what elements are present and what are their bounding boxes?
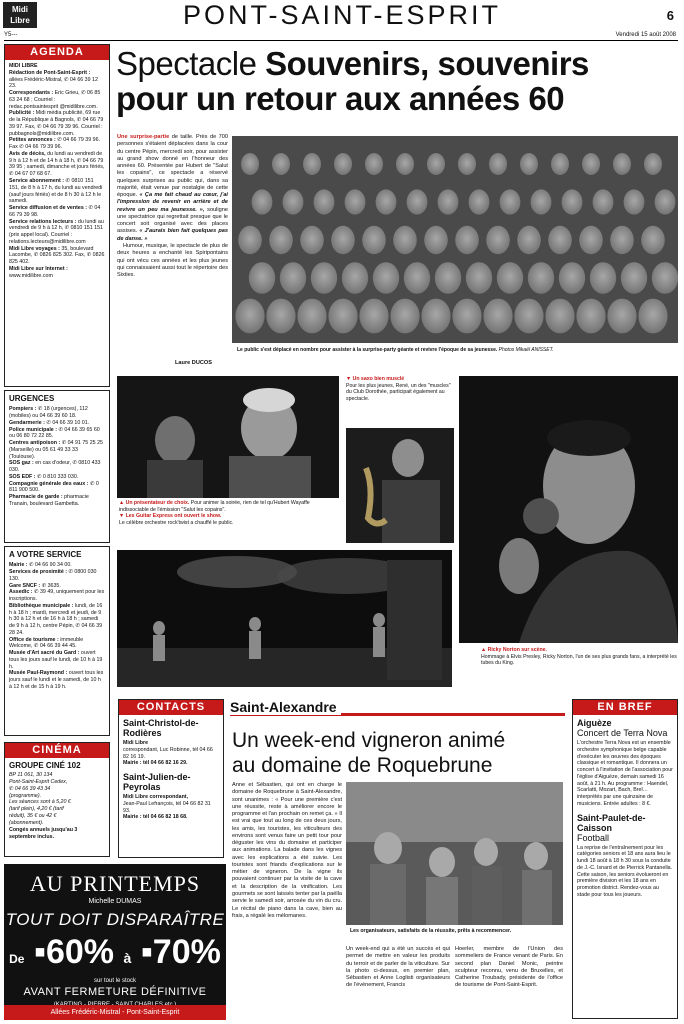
en-bref-text: L'orchestre Terra Nova est un ensemble orchestre symphonique belge capable d'exécuter les œuvres des époques classique et romantique. Il donnera un concert à l'invitation de l'association pour l'église d'Aiguèze, demain samedi 16 août, à 21 h. Au programme : Haendel, Scarlatti, Mozart, Bach, Brel… interprétés par une quinzaine de musiciens. Entrée adultes : 8 €. bbox=[577, 740, 673, 807]
contact-line: Midi Libre correspondant, bbox=[123, 794, 189, 801]
en-bref-item bbox=[577, 718, 673, 808]
service-entry: Mairie : ✆ 04 66 90 34 00. bbox=[9, 562, 72, 569]
en-bref-box bbox=[572, 699, 678, 1019]
en-bref-item bbox=[577, 813, 673, 899]
urgences-entry: Police municipale : ✆ 04 66 39 65 60 ou 06 80 72 22 85. bbox=[9, 426, 100, 440]
contacts-body bbox=[119, 715, 223, 829]
en-bref-town: Saint-Paulet-de-Caisson bbox=[577, 812, 646, 833]
alexandre-section-bar bbox=[230, 699, 565, 716]
urgences-box bbox=[4, 390, 110, 543]
ricky-caption: ▲ Ricky Norton sur scène. Hommage à Elvis Presley, Ricky Norton, l'un de ses plus grands fans, a interprété les tubes du King. bbox=[481, 647, 677, 666]
contacts-title: CONTACTS bbox=[119, 700, 223, 715]
ad-discount: De ▪60% à ▪70% bbox=[9, 932, 221, 971]
service-entry: Bibliothèque municipale : lundi, de 16 h à 18 h ; mardi, mercredi et jeudi, de 9 h 30 à 12 h et de 16 h à 18 h ; samedi de 9 h à 12 h, centre Pépin, ✆ 04 66 39 28 24. bbox=[9, 602, 103, 636]
urgences-entry: Pharmacie de garde : pharmacie Tranain, boulevard Gambetta. bbox=[9, 494, 89, 507]
contact-block bbox=[123, 718, 219, 767]
cinema-name: GROUPE CINÉ 102 bbox=[9, 761, 81, 770]
ad-headline: TOUT DOIT DISPARAÎTRE bbox=[5, 910, 225, 930]
contact-mairie: Mairie : tél 04 66 82 16 29. bbox=[123, 760, 188, 767]
service-entry: Services de proximité : ✆ 0800 030 130. bbox=[9, 569, 97, 582]
service-entry: Assedic : ✆ 39 49, uniquement pour les inscriptions. bbox=[9, 589, 105, 603]
cinema-line: réduit), 35 € ou 42 € bbox=[9, 812, 57, 819]
contact-block bbox=[123, 772, 219, 821]
presenter-caption: ▲ Un présentateur de choix. Pour animer la soirée, rien de tel qu'Hubert Wayaffe indissociable de l'émission "Salut les copains". ▼ Les Guitar Express ont ouvert le show. Le célèbre orchestre rock'twist a chauffé le public. bbox=[119, 500, 310, 526]
agenda-box bbox=[4, 44, 110, 387]
cinema-line: BP 11 061, 30 134 bbox=[9, 772, 53, 779]
urgences-entry: Gendarmerie : ✆ 04 66 39 10 01. bbox=[9, 419, 90, 426]
urgences-entry: SOS EDF : ✆ 0 810 333 030. bbox=[9, 473, 79, 480]
main-author: Laure DUCOS bbox=[175, 360, 212, 366]
en-bref-town: Aiguèze bbox=[577, 718, 612, 728]
service-entry: Office de tourisme : immeuble Welcome, ✆ 04 66 39 44 45. bbox=[9, 636, 84, 650]
ad-store-name: AU PRINTEMPS bbox=[29, 871, 201, 896]
stage-photo bbox=[117, 550, 452, 687]
header-rule bbox=[4, 40, 678, 41]
alexandre-col1: Anne et Sébastien, qui ont en charge le domaine de Roquebrune à Saint-Alexandre, sont unanimes : « Pour une première c'est une réussite, reste à améliorer encore le programme et l'an prochain on remet ça. » Il est vrai que tout au long de ces deux jours, les amis, les touristes, les viticulteurs des environs sont venus faire un petit tour pour déguster les vins du domaine et participer aux animations. La balade dans les vignes avec les explications a été suivie. Les touristes sont friands d'explications sur le métier de vigneron. De la vigne ils pouvaient continuer par la visite de la cave et la description de la vinification. Les gourmets se sont laissés tenter par la paëlla servie le samedi soir, arrosée du vin du cru. Le récital de piano dans la cave, bien au frais, a régalé les mélomanes. bbox=[232, 782, 342, 919]
agenda-entry: Correspondants : Eric Grieu, ✆ 06 85 63 24 68 ; Courriel : redac.pontsaintesprit @midilibre.com. bbox=[9, 90, 101, 110]
page-slug: Y5--- bbox=[4, 32, 18, 38]
ad-closing: AVANT FERMETURE DÉFINITIVE bbox=[23, 986, 207, 998]
service-entry: Musée Paul-Raymond : ouvert tous les jours sauf le lundi et le samedi, de 10 h à 12 h et de 15 h à 19 h. bbox=[9, 670, 104, 691]
service-box bbox=[4, 546, 110, 736]
cinema-line: (abonnement). bbox=[9, 819, 44, 826]
cinema-line: (tarif plein), 4,20 € (tarif bbox=[9, 806, 64, 813]
agenda-entry: Service relations lecteurs : du lundi au vendredi de 9 h à 12 h, ✆ 0810 151 151 (prix appel local). Courriel : relations.lecteurs@midilibre.com bbox=[9, 218, 104, 245]
ad-address: Allées Frédéric-Mistral - Pont-Saint-Esprit bbox=[4, 1005, 226, 1020]
alexandre-col3: Hoerler, membre de l'Union des sommeliers de France venant de Paris. En second plan Daniel Monic, peintre sculpteur reconnu, venu de Bruxelles, et Catherine Troubady, présidente de l'office de tourisme de Pont-Saint-Esprit. bbox=[455, 946, 563, 989]
cinema-box bbox=[4, 742, 110, 857]
urgences-body bbox=[9, 406, 105, 507]
contact-line: Jean-Paul Lefrançois, tél 04 66 82 31 93. bbox=[123, 800, 211, 814]
contact-line: correspondant, Luc Robinne, tél 04 66 82 16 19. bbox=[123, 746, 213, 760]
headline-kicker: Spectacle bbox=[116, 45, 257, 82]
cinema-title: CINÉMA bbox=[5, 743, 109, 758]
urgences-title: URGENCES bbox=[9, 394, 55, 403]
urgences-entry: SOS gaz : en cas d'odeur, ✆ 0810 433 030. bbox=[9, 460, 101, 474]
en-bref-subject: Football bbox=[577, 832, 610, 843]
organisers-photo bbox=[346, 782, 563, 925]
saxophone-photo bbox=[346, 428, 454, 543]
page-section-title: PONT-SAINT-ESPRIT bbox=[182, 0, 502, 30]
main-headline: Spectacle Souvenirs, souvenirs pour un retour aux années 60 bbox=[116, 45, 589, 117]
agenda-entry: Midi Libre sur Internet : www.midilibre.com bbox=[9, 265, 68, 279]
alexandre-col2: Un week-end qui a été un succès et qui permet de mettre en valeur les produits du terroir et de parler de la viticulture. Sur la photo ci-dessus, en premier plan, Sébastien et Anne Loglisti organisateurs de l'événement, Francis bbox=[346, 946, 450, 989]
alexandre-section-title: Saint-Alexandre bbox=[230, 699, 341, 715]
service-body bbox=[9, 562, 105, 691]
cinema-line: Pont-Saint-Esprit Cedex, bbox=[9, 779, 68, 785]
agenda-entry: Service diffusion et de ventes : ✆ 04 66 79 39 98. bbox=[9, 205, 101, 218]
en-bref-title: EN BREF bbox=[573, 700, 677, 715]
crowd-photo-caption: Le public s'est déplacé en nombre pour assister à la surprise-party géante et revivre l'époque de sa jeunesse. Photos Mikaël ANISSET. bbox=[237, 347, 554, 353]
main-article-body: Une surprise-partie de taille. Près de 700 personnes s'étaient déplacées dans la cour du centre Pépin, mercredi soir, pour assister au grand show donné en l'honneur des années 60. Présentée par Hubert de "Salut les copains", ce spectacle a réservé quelques surprises au public qui, dans sa majorité, était venue par nostalgie de cette époque. « Ça me fait chaud au cœur, j'ai l'impression de revenir en arrière et de revivre un peu ma jeunesse. », souligne une spectatrice qui regrettait presque que le concert soit organisé avec des places assises. « J'aurais bien fait quelques pas de danse. » Humour, musique, le spectacle de plus de deux heures a enchanté les Spiripontains qui ont vécu ces années et les plus jeunes qui connaissaient aussi tout le répertoire des Sixties. bbox=[117, 134, 228, 279]
contact-town: Saint-Christol-de-Rodières bbox=[123, 718, 199, 738]
presenter-photo bbox=[117, 376, 339, 498]
crowd-photo bbox=[232, 136, 678, 343]
contacts-box bbox=[118, 699, 224, 858]
agenda-entry: Midi Libre voyages : 35, boulevard Lacombe, ✆ 0826 825 302. Fax, ✆ 0826 825 402. bbox=[9, 245, 105, 266]
cinema-line: ✆ 04 66 39 43 34 bbox=[9, 785, 51, 792]
ricky-norton-photo bbox=[459, 376, 678, 643]
agenda-body bbox=[5, 60, 109, 283]
sax-caption: ▼ Un saxo bien musclé Pour les plus jeunes, René, un des "muscles" du Club Dorothée, participait également au spectacle. bbox=[346, 376, 451, 402]
printemps-ad[interactable] bbox=[4, 864, 226, 1020]
midi-libre-logo: Midi Libre bbox=[3, 2, 37, 28]
alexandre-headline: Un week-end vigneron animé au domaine de Roquebrune bbox=[232, 729, 506, 777]
contact-mairie: Mairie : tél 04 66 82 18 68. bbox=[123, 814, 188, 821]
organisers-caption: Les organisateurs, satisfaits de la réussite, prêts à recommencer. bbox=[350, 928, 512, 934]
service-entry: Gare SNCF : ✆ 3635. bbox=[9, 582, 61, 589]
cinema-info bbox=[9, 772, 105, 826]
agenda-entry: Service abonnement : ✆ 0810 151 151, de 8 h à 17 h, du lundi au vendredi (sauf jours fériés) et de 8 h 30 à 12 h le samedi. bbox=[9, 178, 103, 205]
urgences-entry: Centres antipoison : ✆ 04 91 75 25 25 (Marseille) ou 05 61 49 33 33 (Toulouse). bbox=[9, 440, 103, 460]
agenda-entry: Rédaction de Pont-Saint-Esprit : allées Frédéric-Mistral, ✆ 04 66 39 12 23. bbox=[9, 69, 98, 90]
cinema-line: Les séances sont à 5,20 € bbox=[9, 799, 71, 806]
cinema-line: (programme). bbox=[9, 792, 42, 799]
contact-line: Midi Libre bbox=[123, 740, 149, 746]
en-bref-text: La reprise de l'entraînement pour les catégories seniors et 18 ans aura lieu le lundi 18 août à 18 h 30 sous la conduite de J.-C. Isnard et de Pierrick Pantanella. Cette saison, les seniors évolueront en première division et les 18 ans en promotion district. Rendez-vous au stade pour tous les joueurs. bbox=[577, 844, 673, 899]
service-entry: Musée d'Art sacré du Gard : ouvert tous les jours sauf le lundi, de 10 h à 19 h. bbox=[9, 650, 103, 670]
agenda-title: AGENDA bbox=[5, 45, 109, 60]
en-bref-body bbox=[573, 715, 677, 907]
ad-stock: sur tout le stock bbox=[93, 977, 137, 984]
cinema-closure: Congés annuels jusqu'au 3 septembre inclus. bbox=[9, 827, 78, 841]
urgences-entry: Compagnie générale des eaux : ✆ 0 811 900 500. bbox=[9, 480, 99, 494]
page-number: 6 bbox=[666, 8, 674, 23]
service-title: A VOTRE SERVICE bbox=[9, 550, 82, 559]
agenda-entry: Petites annonces : ✆ 04 66 79 39 96. Fax ✆ 04 66 79 39 96. bbox=[9, 137, 101, 151]
ad-owner: Michelle DUMAS bbox=[88, 897, 142, 905]
urgences-entry: Pompiers : ✆ 18 (urgences), 112 (mobiles) ou 04 66 39 60 18. bbox=[9, 406, 88, 419]
contact-town: Saint-Julien-de-Peyrolas bbox=[123, 772, 191, 793]
page-date: Vendredi 15 août 2008 bbox=[615, 32, 676, 38]
en-bref-subject: Concert de Terra Nova bbox=[577, 728, 668, 738]
agenda-entry: Avis de décès, du lundi au vendredi de 9 h à 12 h et de 14 h à 18 h, ✆ 04 66 79 39 95 ; samedi, dimanche et jours fériés, ✆ 04 67 07 68 67. bbox=[9, 150, 105, 178]
agenda-entry: Publicité : Midi média publicité, 69 rue de la République à Bagnols, ✆ 04 66 79 39 97. Fax, ✆ 04 66 79 39 96. Courriel : pubbagnols@midilibre.com. bbox=[9, 110, 104, 137]
agenda-entry: MIDI LIBRE bbox=[9, 63, 38, 69]
